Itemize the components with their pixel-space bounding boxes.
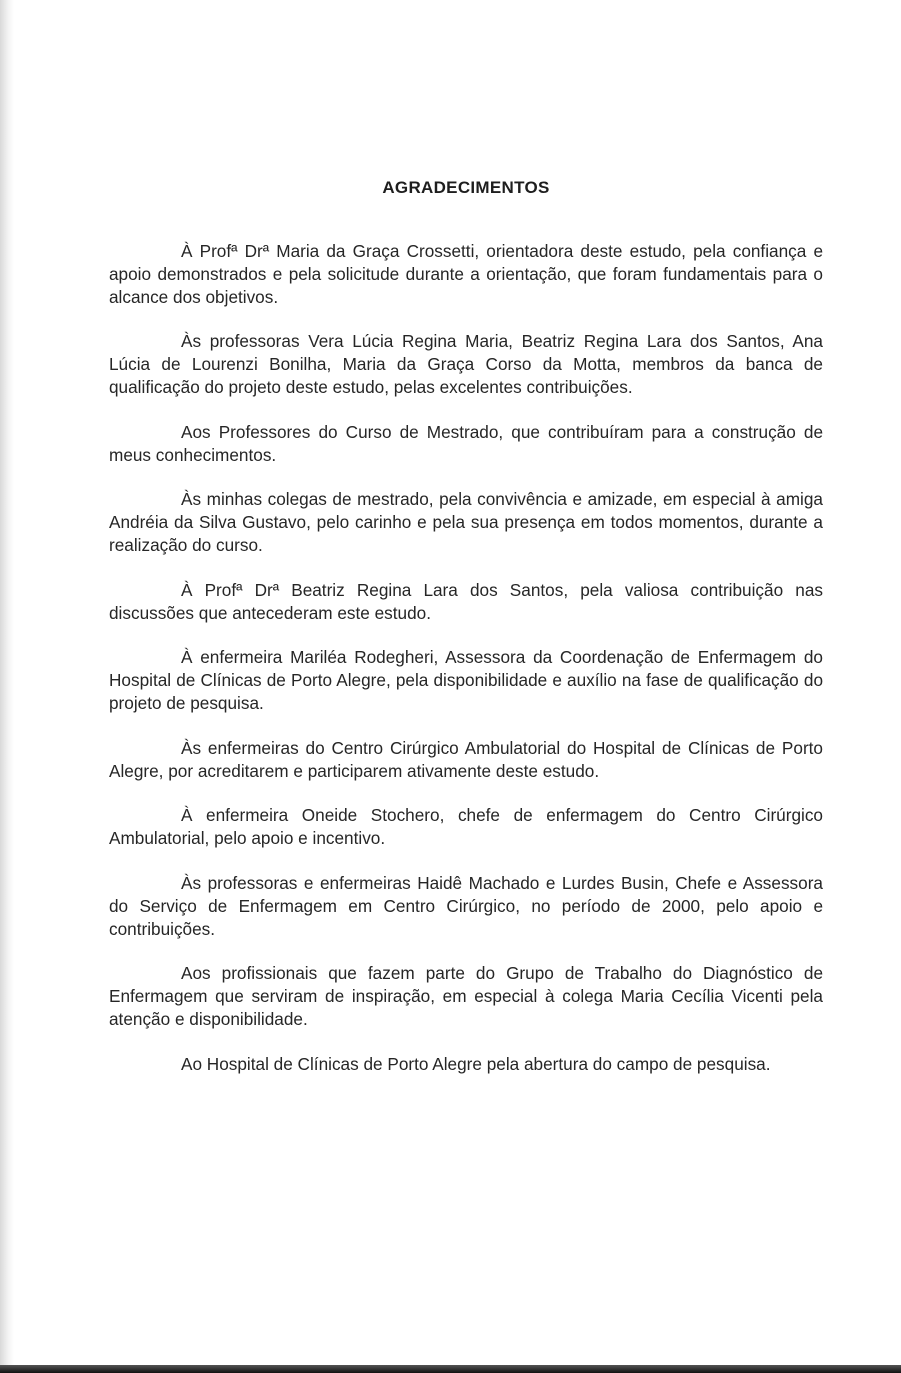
paragraph-1: À Profª Drª Maria da Graça Crossetti, orientadora deste estudo, pela confiança e apoio demonstrados e pela solicitude durante a orientação, que foram fundamentais para o alcance dos objetivos. bbox=[109, 241, 823, 307]
paragraph-9: Às professoras e enfermeiras Haidê Machado e Lurdes Busin, Chefe e Assessora do Serviço de Enfermagem em Centro Cirúrgico, no período de 2000, pelo apoio e contribuições. bbox=[109, 872, 823, 939]
paragraph-5: À Profª Drª Beatriz Regina Lara dos Santos, pela valiosa contribuição nas discussões que antecederam este estudo. bbox=[109, 579, 823, 623]
paragraph-11: Ao Hospital de Clínicas de Porto Alegre pela abertura do campo de pesquisa. bbox=[181, 1053, 771, 1074]
scan-shadow-bottom bbox=[0, 1365, 901, 1373]
page-title: AGRADECIMENTOS bbox=[382, 178, 550, 197]
paragraph-7: Às enfermeiras do Centro Cirúrgico Ambulatorial do Hospital de Clínicas de Porto Alegre, por acreditarem e participarem ativamente deste estudo. bbox=[109, 737, 823, 781]
paragraph-6: À enfermeira Mariléa Rodegheri, Assessora da Coordenação de Enfermagem do Hospital de Clínicas de Porto Alegre, pela disponibilidade e auxílio na fase de qualificação do projeto de pesquisa. bbox=[109, 647, 823, 713]
paragraph-4: Às minhas colegas de mestrado, pela convivência e amizade, em especial à amiga Andréia da Silva Gustavo, pelo carinho e pela sua presença em todos momentos, durante a realização do curso. bbox=[109, 489, 823, 555]
paragraph-2: Às professoras Vera Lúcia Regina Maria, Beatriz Regina Lara dos Santos, Ana Lúcia de Lourenzi Bonilha, Maria da Graça Corso da Motta, membros da banca de qualificação do projeto deste estudo, pelas excelentes contribuições. bbox=[109, 331, 823, 397]
scan-shadow-left bbox=[0, 0, 14, 1373]
paragraph-3: Aos Professores do Curso de Mestrado, que contribuíram para a construção de meus conhecimentos. bbox=[109, 421, 823, 465]
paragraph-8: À enfermeira Oneide Stochero, chefe de enfermagem do Centro Cirúrgico Ambulatorial, pelo apoio e incentivo. bbox=[109, 805, 823, 849]
paragraph-10: Aos profissionais que fazem parte do Grupo de Trabalho do Diagnóstico de Enfermagem que serviram de inspiração, em especial à colega Maria Cecília Vicenti pela atenção e disponibilidade. bbox=[109, 963, 823, 1029]
document-page bbox=[109, 178, 823, 1098]
